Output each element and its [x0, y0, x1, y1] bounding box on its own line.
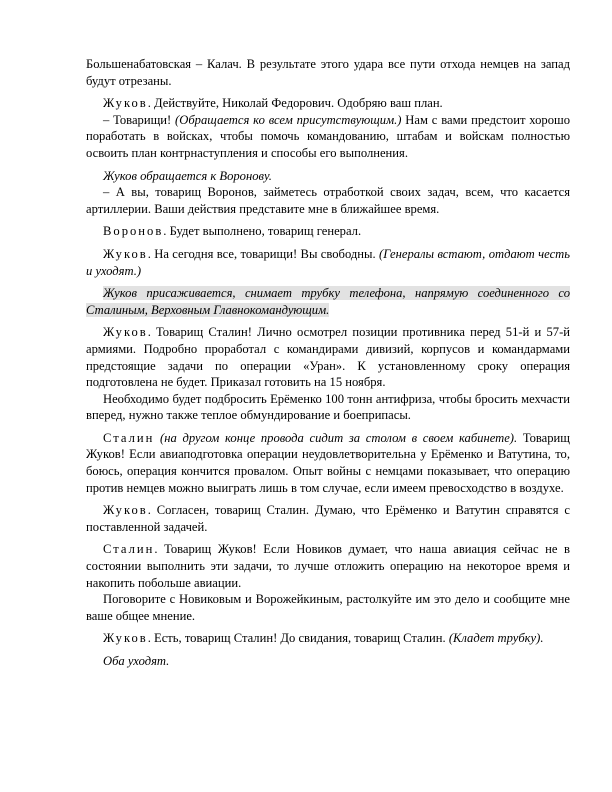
dialogue-line — [86, 184, 570, 217]
dialogue-line — [86, 630, 570, 647]
speaker-name: Воронов — [103, 224, 164, 239]
text: . На сегодня все, товарищи! Вы свободны. — [147, 246, 380, 261]
stage-direction-paragraph — [86, 168, 570, 185]
stage-direction: Жуков присаживается, снимает трубку телефона, напрямую соединенного со Сталиным, Верховным Главнокомандующим. — [86, 286, 570, 317]
dialogue-line — [86, 541, 570, 591]
stage-direction-paragraph — [86, 285, 570, 318]
stage-direction: Оба уходят. — [103, 654, 170, 668]
paragraph — [86, 391, 570, 424]
speaker-name: Жуков — [103, 631, 148, 646]
text: . Согласен, товарищ Сталин. Думаю, что Ерёменко и Ватутин справятся с поставленной задачей. — [86, 503, 570, 534]
text: . Есть, товарищ Сталин! До свидания, товарищ Сталин. — [147, 631, 449, 646]
stage-direction: Жуков обращается к Воронову. — [103, 168, 272, 183]
text: Нам с вами предстоит хорошо поработать в войсках, чтобы помочь командованию, штабам и войскам полностью освоить план контрнаступления и способы его выполнения. — [86, 112, 570, 160]
text: – Товарищи! — [103, 112, 176, 127]
paragraph — [86, 591, 570, 624]
speaker-name: Жуков — [103, 325, 148, 340]
text: Поговорите с Новиковым и Ворожейкиным, растолкуйте им это дело и сообщите мне ваше общее мнение. — [86, 592, 570, 623]
dialogue-line — [86, 95, 570, 112]
speaker-name: Жуков — [103, 246, 148, 261]
dialogue-line — [86, 246, 570, 279]
stage-direction: (на другом конце провода сидит за столом в своем кабинете). — [154, 430, 518, 445]
document-page — [86, 56, 570, 670]
text: Большенабатовская – Калач. В результате этого удара все пути отхода немцев на запад будут отрезаны. — [86, 57, 570, 88]
paragraph — [86, 56, 570, 89]
dialogue-line — [86, 502, 570, 535]
dialogue-line — [86, 324, 570, 390]
stage-direction-paragraph — [86, 653, 570, 670]
stage-direction: (Генералы встают, отдают честь и уходят.) — [86, 246, 570, 278]
text: . Товарищ Жуков! Если Новиков думает, что наша авиация сейчас не в состоянии выполнить эти задачи, то лучше отложить операцию на некоторое время и накопить побольше авиации. — [86, 542, 570, 590]
text: . Будет выполнено, товарищ генерал. — [163, 224, 362, 239]
dialogue-line — [86, 223, 570, 240]
speaker-name: Сталин — [103, 542, 155, 557]
stage-direction: (Обращается ко всем присутствующим.) — [175, 112, 402, 127]
speaker-name: Жуков — [103, 503, 148, 518]
speaker-name: Жуков — [103, 96, 148, 111]
speaker-name: Сталин — [103, 430, 155, 445]
dialogue-line — [86, 430, 570, 496]
text: . Товарищ Сталин! Лично осмотрел позиции противника перед 51-й и 57-й армиями. Подробно проработал с командирами дивизий, корпусов и командармами предстоящие задачи по операции «Уран». К установленному сроку операция подготовлена не будет. Приказал готовить на 15 ноября. — [86, 325, 570, 390]
dialogue-line — [86, 112, 570, 162]
stage-direction: (Кладет трубку). — [448, 631, 544, 646]
text: Товарищ Жуков! Если авиаподготовка операции неудовлетворительна у Ерёменко и Ватутина, то, боюсь, операция кончится провалом. Опыт войны с немцами показывает, что операцию против немцев можно выиграть лишь в том случае, если имеем превосходство в воздухе. — [86, 430, 570, 495]
text: – А вы, товарищ Воронов, займетесь отработкой своих задач, всем, что касается артиллерии. Ваши действия представите мне в ближайшее время. — [86, 185, 570, 216]
text: . Действуйте, Николай Федорович. Одобряю ваш план. — [147, 96, 443, 111]
text: Необходимо будет подбросить Ерёменко 100 тонн антифриза, чтобы бросить мехчасти вперед, нужно также теплое обмундирование и боеприпасы. — [86, 391, 570, 423]
